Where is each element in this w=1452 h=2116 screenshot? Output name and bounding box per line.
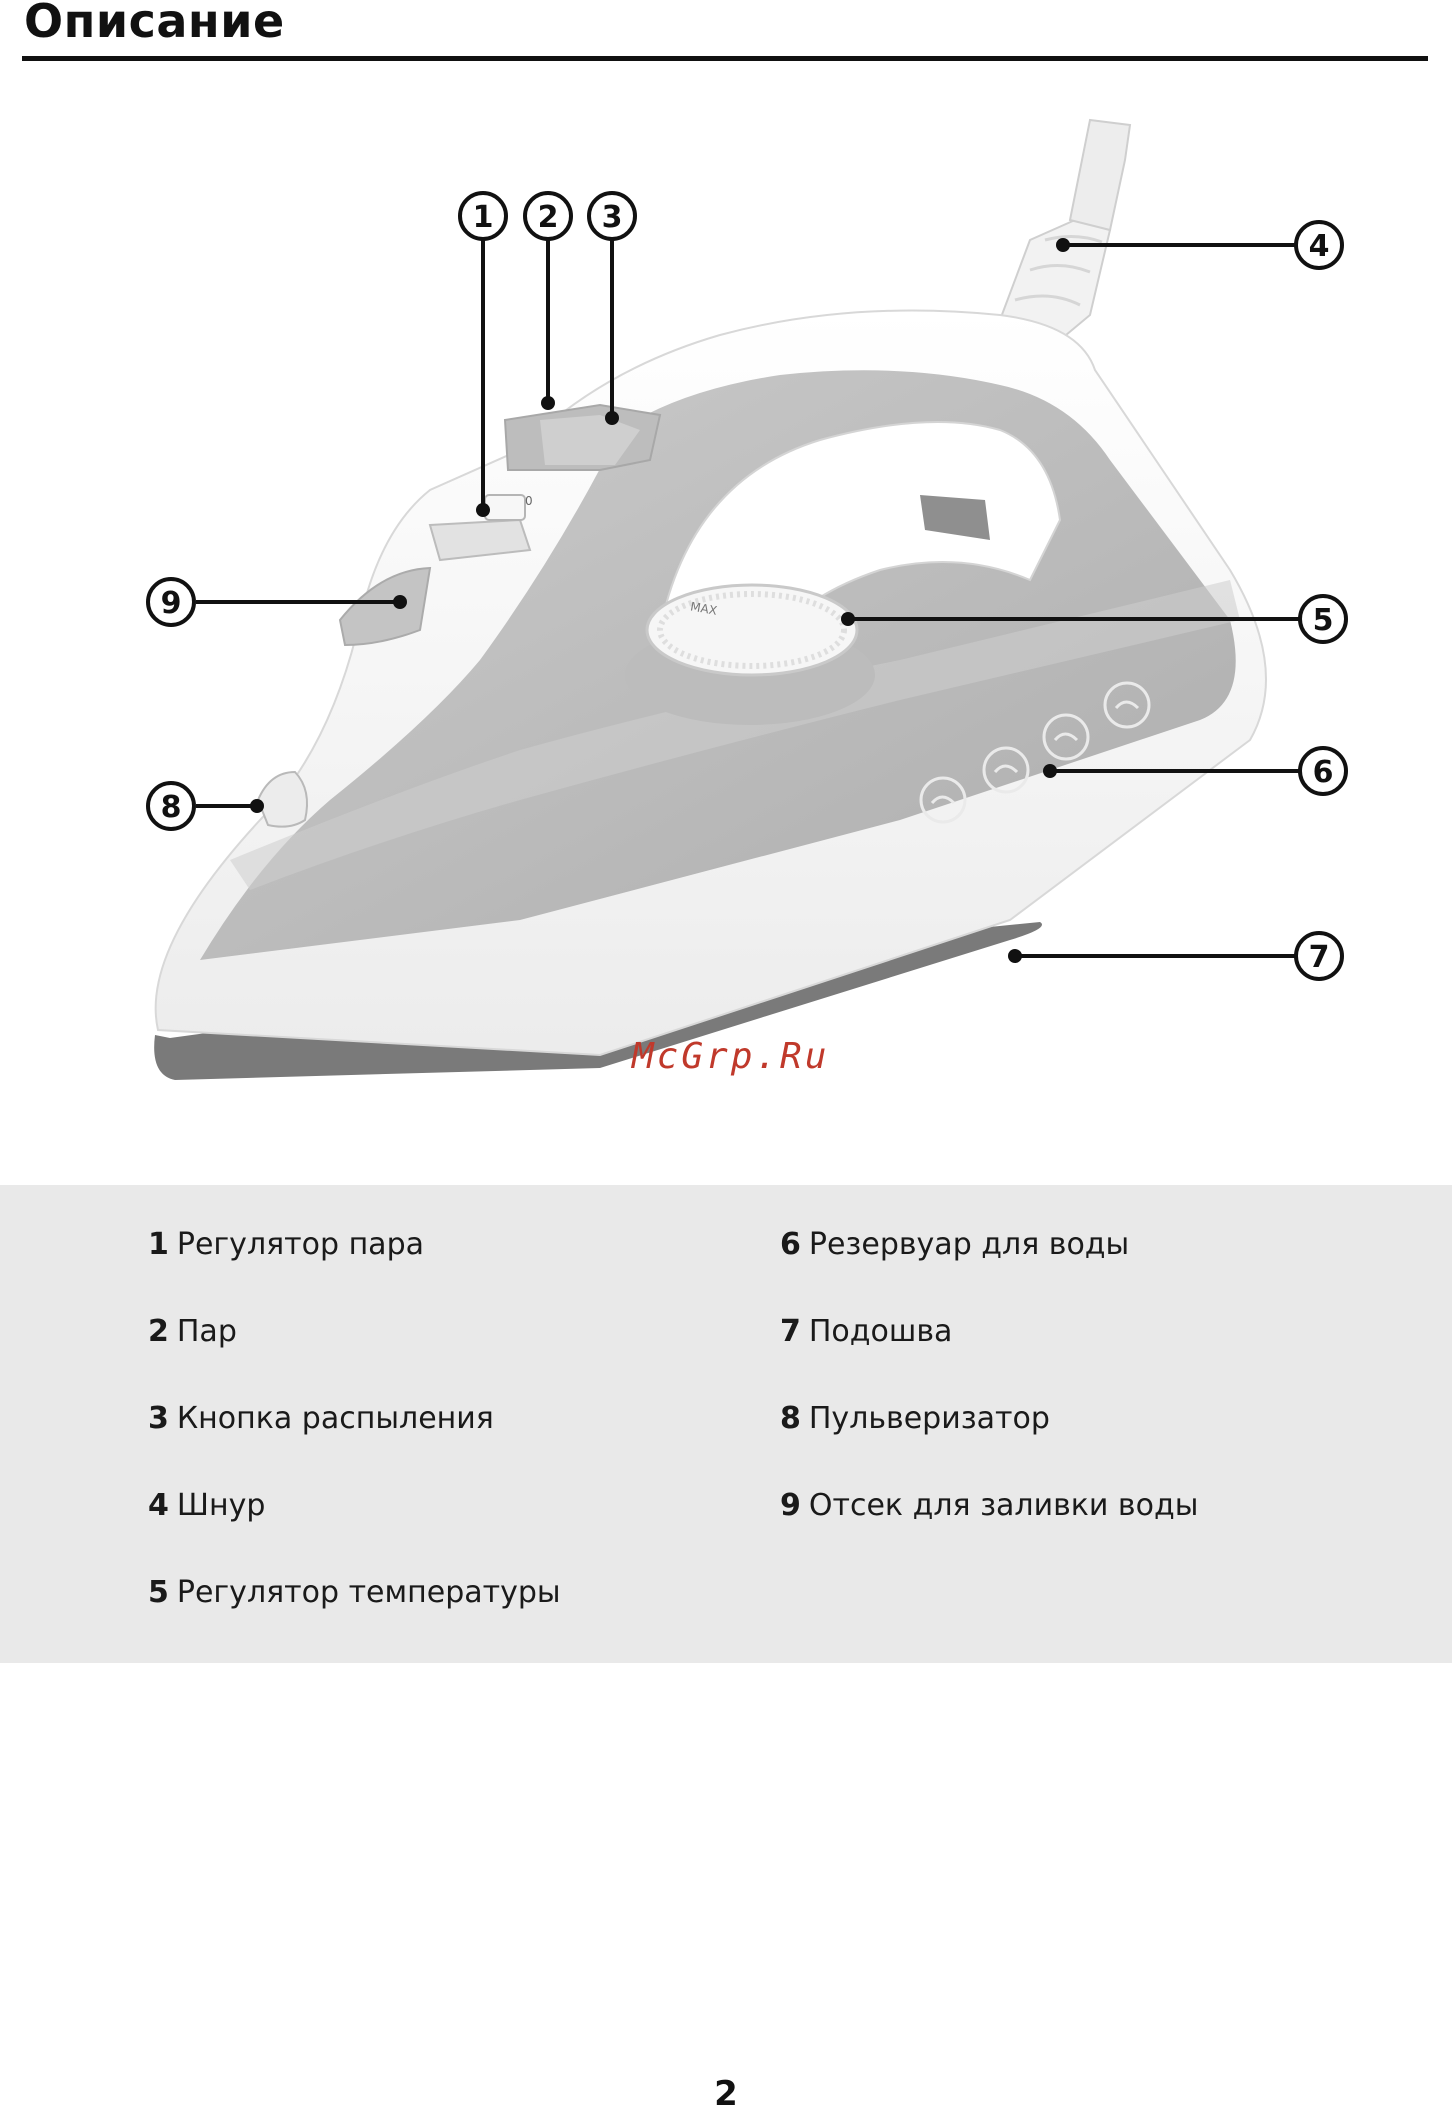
legend-label: Отсек для заливки воды bbox=[808, 1488, 1199, 1523]
legend-label: Резервуар для воды bbox=[808, 1227, 1130, 1262]
callout-7 bbox=[1296, 933, 1342, 979]
title-divider bbox=[22, 56, 1428, 61]
legend-number: 6 bbox=[780, 1227, 801, 1262]
legend-label: Регулятор температуры bbox=[176, 1575, 561, 1610]
legend-number: 5 bbox=[148, 1575, 169, 1610]
svg-text:1: 1 bbox=[472, 200, 494, 235]
legend-label: Шнур bbox=[176, 1488, 266, 1523]
svg-text:7: 7 bbox=[1308, 940, 1330, 975]
svg-text:3: 3 bbox=[601, 200, 623, 235]
legend-label: Регулятор пара bbox=[176, 1227, 424, 1262]
parts-legend bbox=[0, 1185, 1452, 1663]
legend-number: 7 bbox=[780, 1314, 801, 1349]
svg-text:2: 2 bbox=[537, 200, 559, 235]
callout-2 bbox=[525, 193, 571, 239]
legend-label: Пар bbox=[176, 1314, 237, 1349]
legend-item bbox=[148, 1314, 561, 1401]
callout-3 bbox=[589, 193, 635, 239]
legend-item bbox=[780, 1488, 1198, 1575]
steam-scale-label: 0 bbox=[525, 494, 533, 508]
temperature-dial bbox=[625, 585, 875, 725]
legend-label: Кнопка распыления bbox=[176, 1401, 494, 1436]
legend-number: 8 bbox=[780, 1401, 801, 1436]
svg-text:6: 6 bbox=[1312, 755, 1334, 790]
legend-item bbox=[780, 1401, 1198, 1488]
legend-column-left bbox=[148, 1227, 561, 1662]
svg-text:5: 5 bbox=[1312, 603, 1334, 638]
legend-item bbox=[780, 1314, 1198, 1401]
page-title: Описание bbox=[24, 0, 285, 48]
legend-label: Пульверизатор bbox=[808, 1401, 1050, 1436]
legend-number: 2 bbox=[148, 1314, 169, 1349]
legend-item bbox=[148, 1575, 561, 1662]
legend-item bbox=[148, 1488, 561, 1575]
callout-5 bbox=[1300, 596, 1346, 642]
callout-8 bbox=[148, 783, 194, 829]
callout-1 bbox=[460, 193, 506, 239]
legend-item bbox=[780, 1227, 1198, 1314]
legend-number: 3 bbox=[148, 1401, 169, 1436]
callout-4 bbox=[1296, 222, 1342, 268]
legend-item bbox=[148, 1227, 561, 1314]
legend-column-right bbox=[780, 1227, 1198, 1575]
legend-number: 4 bbox=[148, 1488, 169, 1523]
watermark: McGrp.Ru bbox=[632, 1036, 830, 1077]
callout-9 bbox=[148, 579, 194, 625]
legend-number: 9 bbox=[780, 1488, 801, 1523]
svg-text:9: 9 bbox=[160, 586, 182, 621]
spray-nozzle bbox=[258, 772, 307, 827]
svg-text:4: 4 bbox=[1308, 229, 1330, 264]
iron-illustration bbox=[0, 100, 1452, 1100]
page-number: 2 bbox=[714, 2074, 738, 2114]
legend-item bbox=[148, 1401, 561, 1488]
legend-number: 1 bbox=[148, 1227, 169, 1262]
callout-6 bbox=[1300, 748, 1346, 794]
svg-text:8: 8 bbox=[160, 790, 182, 825]
cord-guard bbox=[1000, 120, 1130, 340]
legend-label: Подошва bbox=[808, 1314, 953, 1349]
dial-label: MAX bbox=[689, 599, 719, 618]
